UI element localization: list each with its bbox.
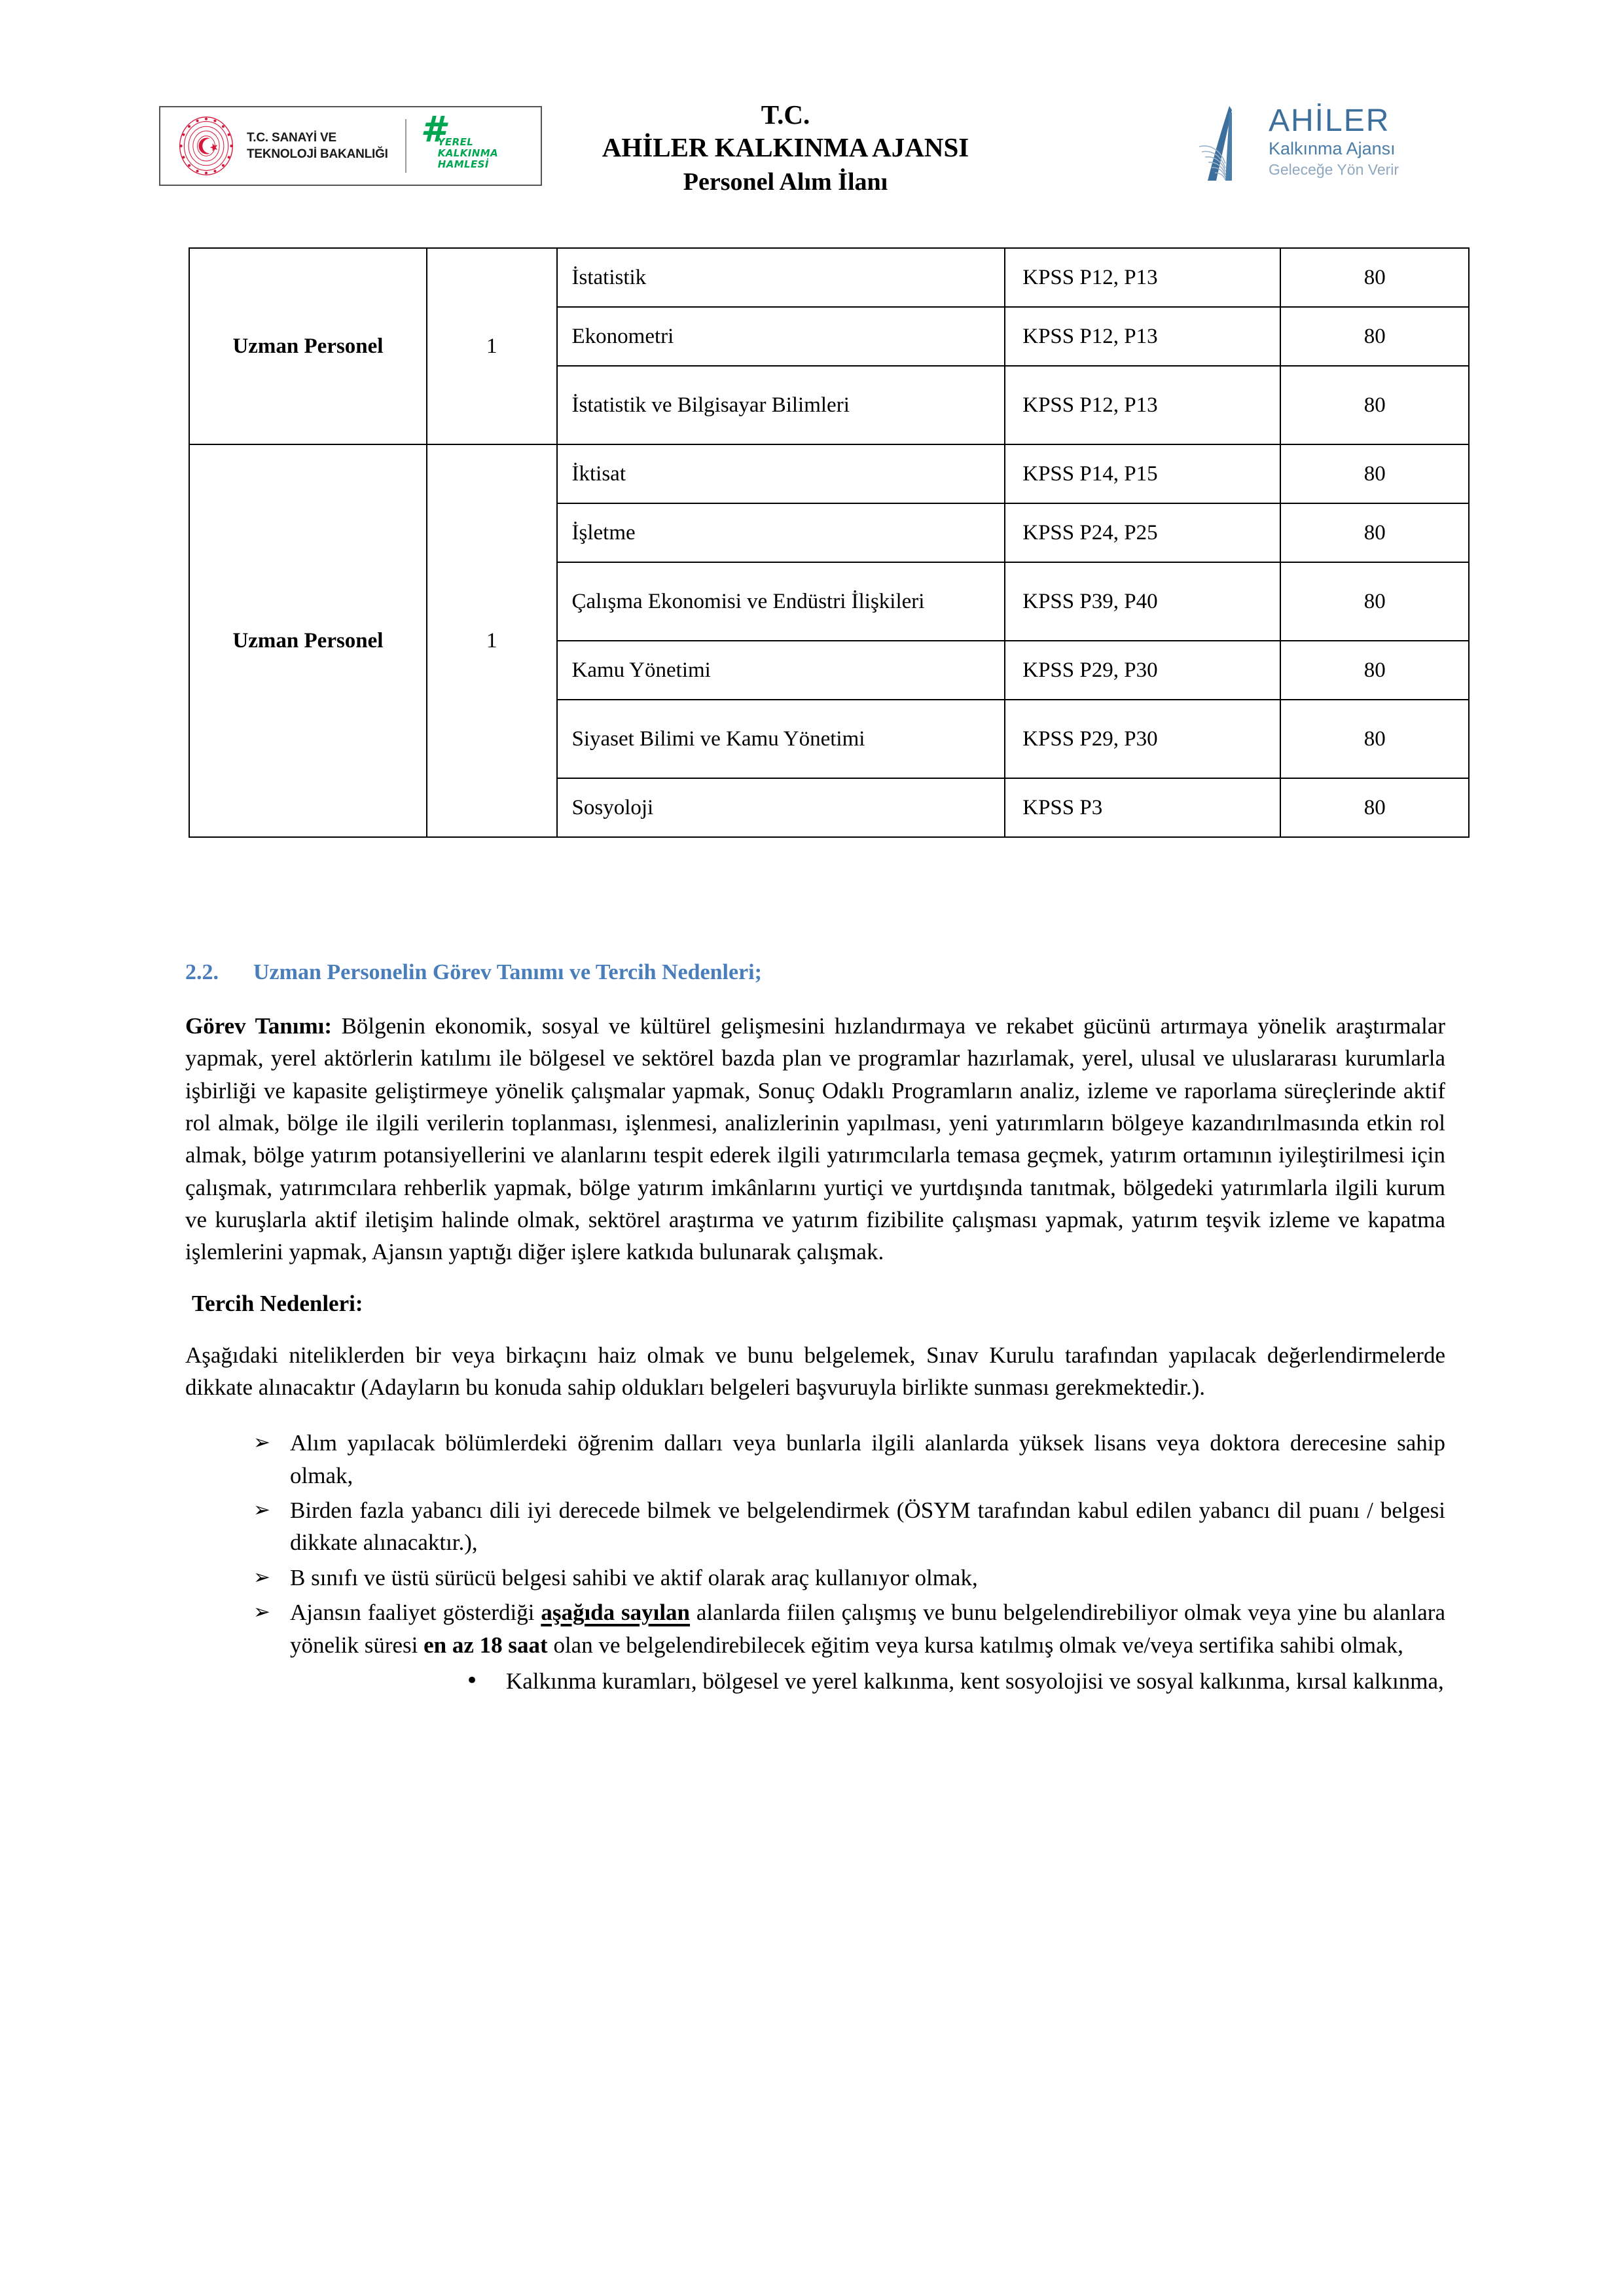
cell-department: Çalışma Ekonomisi ve Endüstri İlişkileri — [557, 562, 1005, 641]
list-item-bold-phrase: en az 18 saat — [424, 1632, 548, 1658]
gorev-tanimi-paragraph — [185, 1010, 1445, 1268]
cell-role: Uzman Personel — [189, 444, 427, 837]
cell-score: KPSS P12, P13 — [1005, 366, 1280, 444]
cell-department: İşletme — [557, 503, 1005, 562]
list-item-text-part1: Ajansın faaliyet gösterdiği — [290, 1600, 541, 1626]
cell-score: KPSS P12, P13 — [1005, 307, 1280, 366]
cell-score: KPSS P14, P15 — [1005, 444, 1280, 503]
ministry-text-line1: T.C. SANAYİ VE — [247, 130, 336, 145]
cell-min-score: 80 — [1280, 444, 1469, 503]
tercih-nedenleri-list — [185, 1427, 1445, 1697]
gorev-tanimi-label: Görev Tanımı: — [185, 1013, 332, 1039]
title-line-tc: T.C. — [761, 99, 810, 130]
agency-logo — [1191, 103, 1479, 188]
list-item — [185, 1494, 1445, 1559]
cell-department: Ekonometri — [557, 307, 1005, 366]
cell-department: İktisat — [557, 444, 1005, 503]
cell-role: Uzman Personel — [189, 248, 427, 444]
cell-department: Sosyoloji — [557, 778, 1005, 837]
list-item-text: B sınıfı ve üstü sürücü belgesi sahibi ve aktif olarak araç kullanıyor olmak, — [290, 1564, 978, 1590]
section-number: 2.2. — [185, 960, 219, 984]
cell-department: İstatistik ve Bilgisayar Bilimleri — [557, 366, 1005, 444]
list-item — [185, 1562, 1445, 1594]
positions-table — [189, 247, 1470, 838]
cell-min-score: 80 — [1280, 700, 1469, 778]
cell-min-score: 80 — [1280, 248, 1469, 307]
ministry-emblem-icon — [175, 115, 238, 177]
ministry-logo-box — [159, 106, 542, 186]
dot-bullet-icon: • — [465, 1667, 479, 1694]
cell-department: İstatistik — [557, 248, 1005, 307]
cell-department: Kamu Yönetimi — [557, 641, 1005, 700]
list-item — [185, 1596, 1445, 1697]
cell-min-score: 80 — [1280, 366, 1469, 444]
cell-score: KPSS P29, P30 — [1005, 641, 1280, 700]
arrow-bullet-icon: ➢ — [253, 1600, 270, 1624]
agency-subtitle-1: Kalkınma Ajansı — [1269, 138, 1396, 158]
ministry-logo-text — [247, 130, 388, 162]
cell-department: Siyaset Bilimi ve Kamu Yönetimi — [557, 700, 1005, 778]
list-item-text: Alım yapılacak bölümlerdeki öğrenim dalları veya bunlarla ilgili alanlarda yüksek lisans veya doktora derecesine sahip olmak, — [290, 1430, 1445, 1488]
list-item-text-part3: olan ve belgelendirebilecek eğitim veya kursa katılmış olmak ve/veya sertifika sahibi olmak, — [547, 1632, 1403, 1658]
hamle-logo-text: YEREL KALKINMA HAMLESİ — [437, 136, 499, 170]
list-item-text: Birden fazla yabancı dili iyi derecede bilmek ve belgelendirmek (ÖSYM tarafından kabul edilen yabancı dil puanı / belgesi dikkate alınacaktır.), — [290, 1498, 1445, 1556]
arrow-bullet-icon: ➢ — [253, 1498, 270, 1522]
table-row — [189, 248, 1469, 307]
arrow-bullet-icon: ➢ — [253, 1431, 270, 1455]
cell-score: KPSS P3 — [1005, 778, 1280, 837]
cell-min-score: 80 — [1280, 307, 1469, 366]
agency-name: AHİLER — [1269, 103, 1390, 138]
page-title — [497, 98, 1074, 198]
cell-min-score: 80 — [1280, 503, 1469, 562]
table-row — [189, 444, 1469, 503]
cell-min-score: 80 — [1280, 641, 1469, 700]
sub-list-item — [290, 1665, 1445, 1697]
cell-score: KPSS P12, P13 — [1005, 248, 1280, 307]
yerel-kalkinma-hamlesi-logo — [420, 109, 499, 179]
section-heading — [185, 960, 1445, 985]
title-line-agency: AHİLER KALKINMA AJANSI — [602, 132, 969, 163]
agency-subtitle-2: Geleceğe Yön Verir — [1269, 160, 1399, 178]
cell-count: 1 — [427, 248, 557, 444]
document-body — [185, 960, 1445, 1700]
tercih-intro-paragraph: Aşağıdaki niteliklerden bir veya birkaçını haiz olmak ve bunu belgelemek, Sınav Kurulu tarafından yapılacak değerlendirmelerde dikkate alınacaktır (Adayların bu konuda sahip oldukları belgeleri başvuruyla birlikte sunması gerekmektedir.). — [185, 1342, 1445, 1401]
list-item — [185, 1427, 1445, 1492]
tercih-sub-list — [290, 1665, 1445, 1697]
cell-score: KPSS P29, P30 — [1005, 700, 1280, 778]
cell-count: 1 — [427, 444, 557, 837]
tercih-nedenleri-heading: Tercih Nedenleri: — [192, 1290, 363, 1316]
cell-min-score: 80 — [1280, 562, 1469, 641]
list-item-underlined-phrase: aşağıda sayılan — [541, 1600, 691, 1626]
title-line-subtitle: Personel Alım İlanı — [683, 168, 888, 196]
logo-divider — [405, 119, 406, 173]
cell-min-score: 80 — [1280, 778, 1469, 837]
agency-mark-icon — [1191, 103, 1270, 185]
cell-score: KPSS P39, P40 — [1005, 562, 1280, 641]
section-title: Uzman Personelin Görev Tanımı ve Tercih Nedenleri; — [253, 960, 762, 984]
agency-wordmark — [1269, 105, 1485, 179]
arrow-bullet-icon: ➢ — [253, 1565, 270, 1589]
sub-list-item-text: Kalkınma kuramları, bölgesel ve yerel kalkınma, kent sosyolojisi ve sosyal kalkınma, kırsal kalkınma, — [506, 1668, 1444, 1694]
ministry-text-line2: TEKNOLOJİ BAKANLIĞI — [247, 147, 388, 161]
cell-score: KPSS P24, P25 — [1005, 503, 1280, 562]
list-item-text-part2: alanlarda fiilen çalışmış ve bunu belgelendirebiliyor olmak veya yine bu alanlara yönelik süresi — [290, 1600, 1445, 1658]
gorev-tanimi-text: Bölgenin ekonomik, sosyal ve kültürel gelişmesini hızlandırmaya ve rekabet gücünü artırmaya yönelik araştırmalar yapmak, yerel aktörlerin katılımı ile bölgesel ve sektörel bazda plan ve programlar hazırlamak, yerel, ulusal ve uluslararası kurumlarla işbirliği ve kapasite geliştirmeye yönelik çalışmalar yapmak, Sonuç Odaklı Programların analiz, izleme ve raporlama süreçlerinde aktif rol almak, bölge ile ilgili verilerin toplanması, işlenmesi, analizlerinin yapılması, yeni yatırımların bölgeye kazandırılmasında etkin rol almak, bölge yatırım potansiyellerini ve alanlarını tespit ederek ilgili yatırımcılarla temasa geçmek, yatırım ortamının iyileştirilmesi için çalışmak, yatırımcılara rehberlik yapmak, bölge yatırım imkânlarını yurtiçi ve yurtdışında tanıtmak, bölgedeki yatırımlarla ilgili kurum ve kuruşlarla aktif iletişim halinde olmak, sektörel araştırma ve yatırım fizibilite çalışması yapmak, yatırım teşvik izleme ve kapatma işlemlerini yapmak, Ajansın yaptığı diğer işlere katkıda bulunarak çalışmak. — [185, 1013, 1445, 1265]
hashtag-icon: # — [420, 109, 446, 150]
page-header — [0, 98, 1624, 223]
